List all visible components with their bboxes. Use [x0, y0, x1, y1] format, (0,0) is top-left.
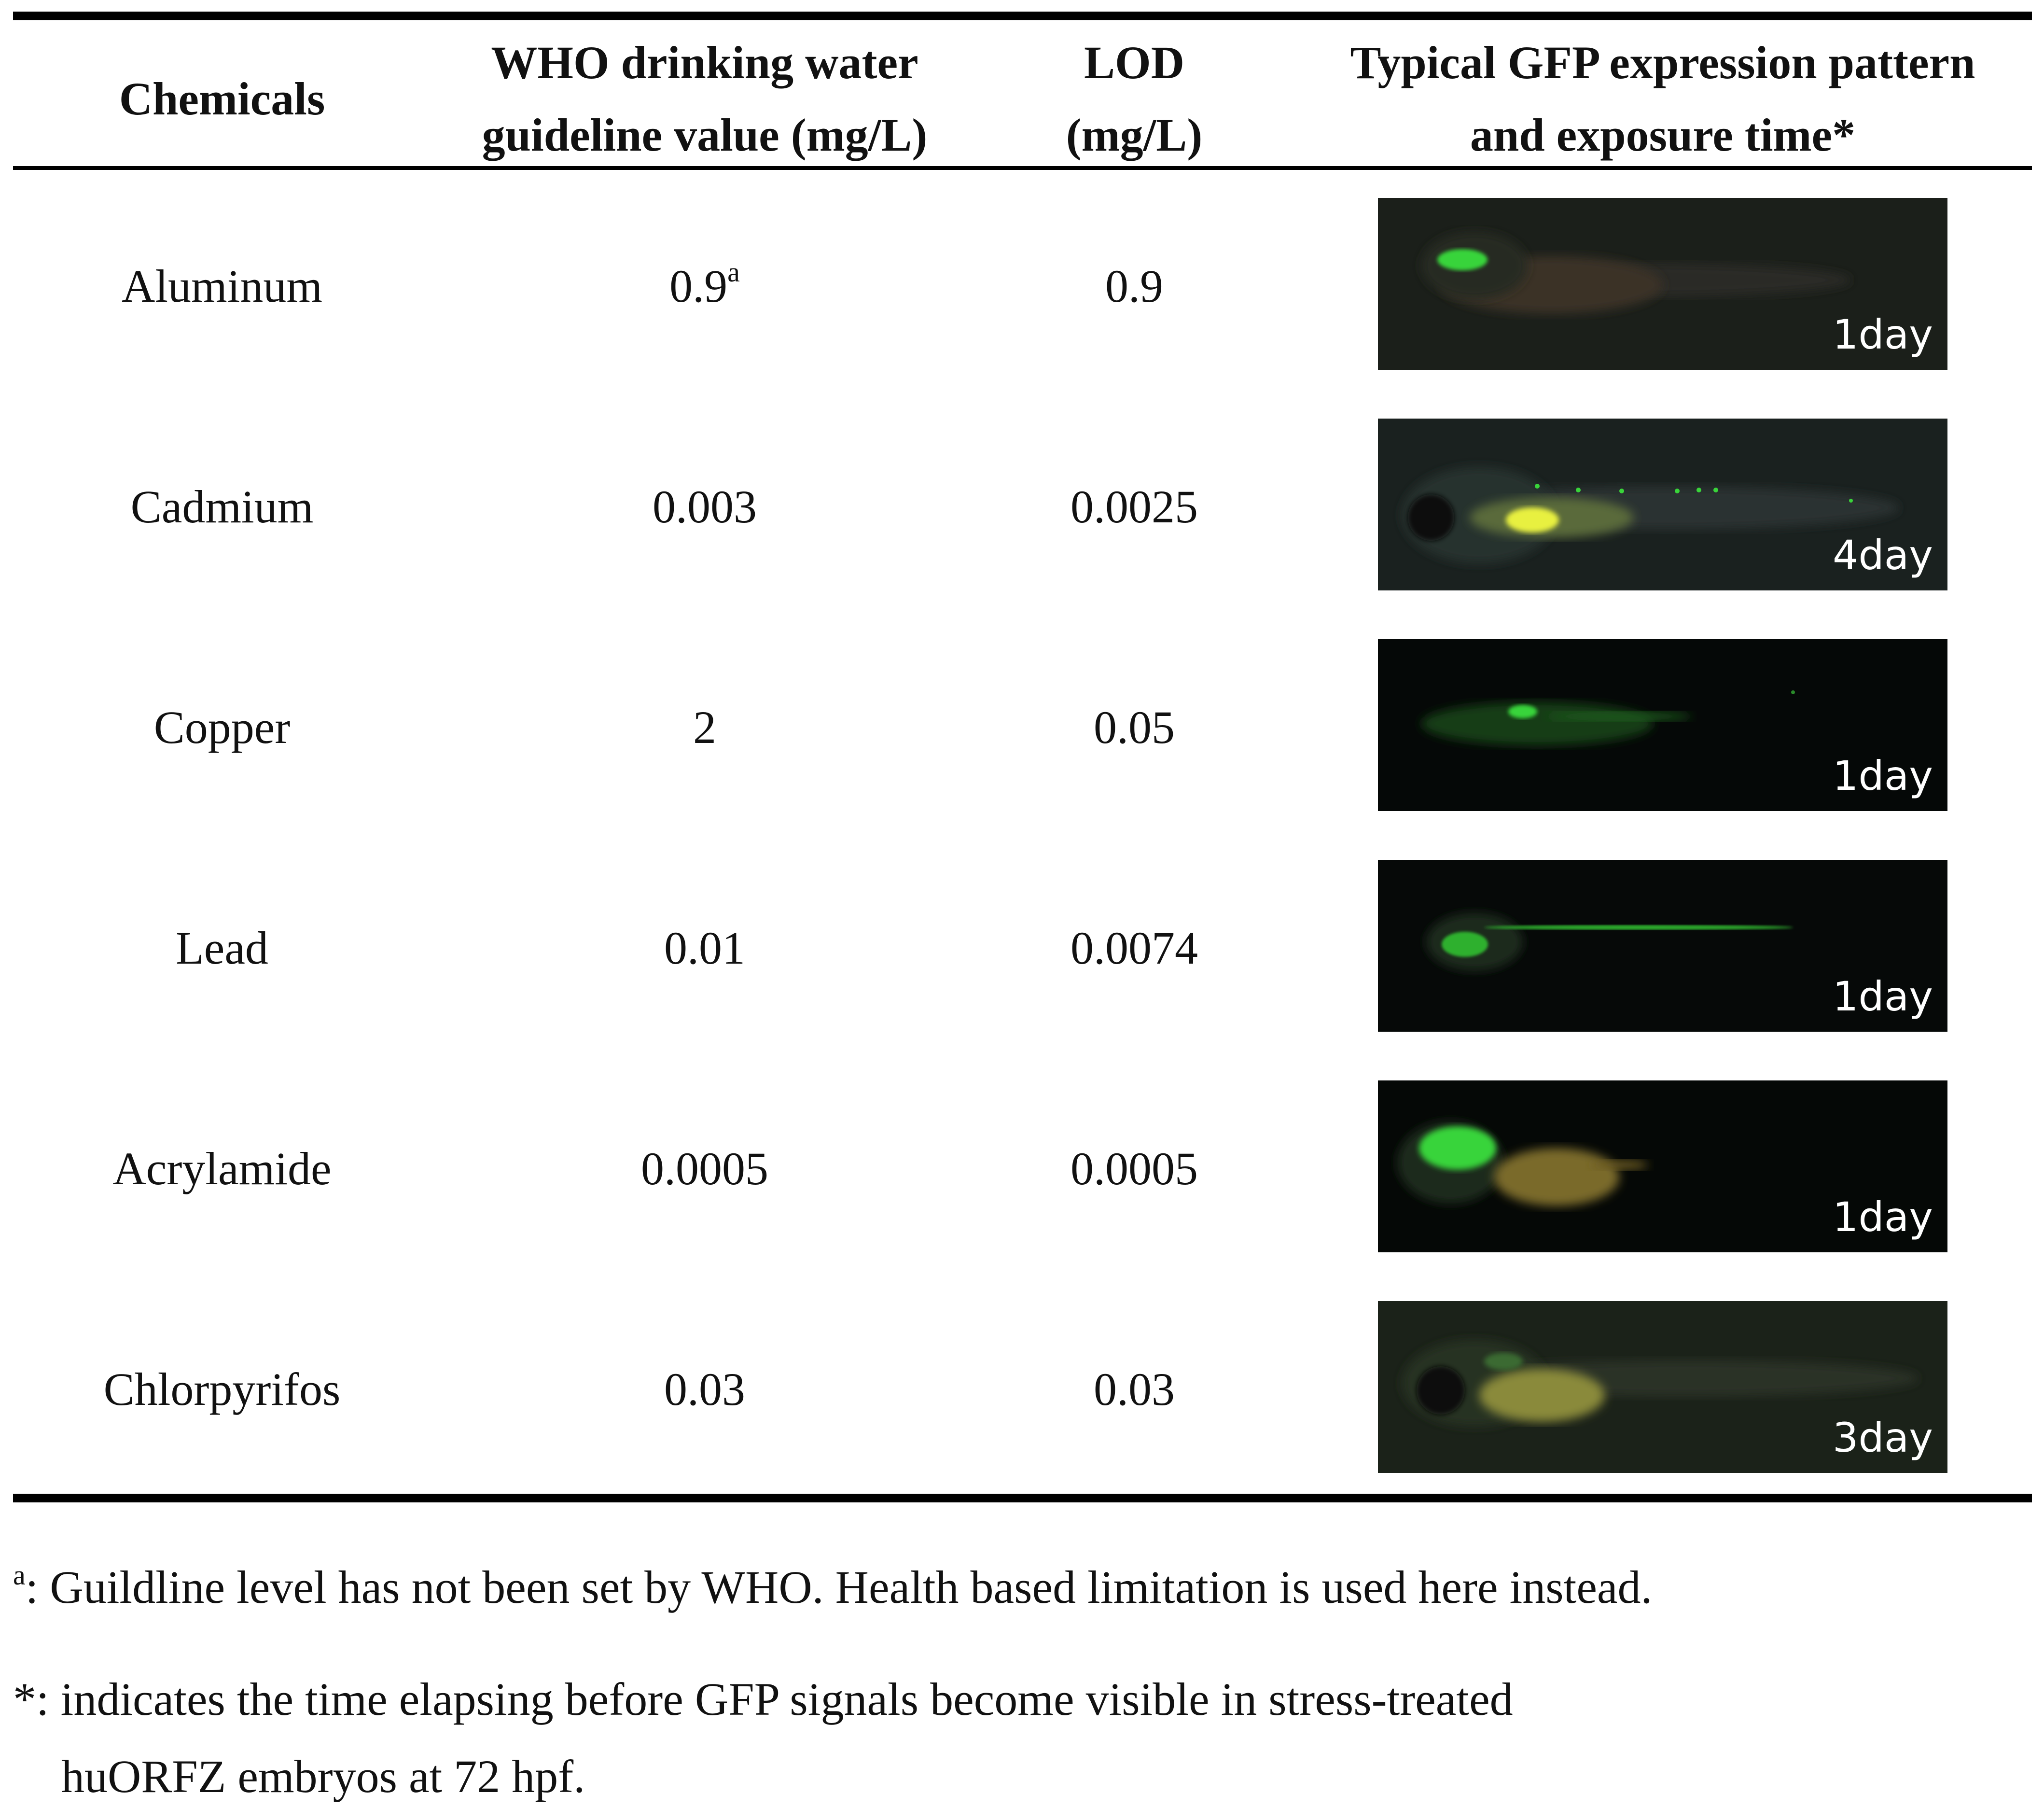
row-1-chemical: Aluminum — [121, 260, 322, 312]
footnote-a — [13, 1549, 1653, 1626]
row-1-who-superscript: a — [727, 256, 740, 288]
footnote-a-marker: a — [13, 1559, 26, 1591]
row-6-gfp-image — [1378, 1301, 1947, 1473]
footnote-a-text: : Guildline level has not been set by WHO. Health based limitation is used here instead. — [25, 1561, 1653, 1613]
row-1-lod: 0.9 — [1105, 260, 1163, 312]
header-who-line1: WHO drinking water — [491, 37, 918, 88]
row-3-lod: 0.05 — [1094, 701, 1175, 753]
header-gfp — [1322, 27, 2003, 171]
row-1-who — [454, 257, 956, 315]
header-lod — [965, 27, 1303, 171]
row-2-gfp-image — [1378, 419, 1947, 590]
row-5-who: 0.0005 — [641, 1143, 768, 1194]
header-chemicals — [29, 63, 415, 135]
row-5-lod: 0.0005 — [1071, 1143, 1198, 1194]
row-5-day-label: 1day — [1833, 1193, 1933, 1241]
row-1-day-label: 1day — [1833, 311, 1933, 358]
row-5-chemical: Acrylamide — [112, 1143, 332, 1194]
row-4-who: 0.01 — [664, 922, 745, 974]
bottom-rule — [13, 1494, 2032, 1502]
header-lod-line2: (mg/L) — [1066, 109, 1203, 161]
row-1-who-value: 0.9 — [669, 260, 728, 312]
row-2-day-label: 4day — [1833, 532, 1933, 579]
row-4-gfp-image — [1378, 860, 1947, 1032]
footnote-star-line2: huORFZ embryos at 72 hpf. — [61, 1751, 585, 1802]
row-4-chemical: Lead — [176, 922, 268, 974]
header-gfp-line1: Typical GFP expression pattern — [1350, 37, 1975, 88]
row-4-lod: 0.0074 — [1071, 922, 1198, 974]
footnote-star-line1: *: indicates the time elapsing before GFP signals become visible in stress-treated — [13, 1673, 1513, 1725]
header-rule — [13, 166, 2032, 170]
row-3-who: 2 — [693, 701, 716, 753]
row-4-day-label: 1day — [1833, 973, 1933, 1020]
row-2-lod: 0.0025 — [1071, 481, 1198, 533]
header-lod-line1: LOD — [1084, 37, 1185, 88]
row-6-chemical: Chlorpyrifos — [103, 1363, 341, 1415]
header-who — [454, 27, 956, 171]
row-2-chemical: Cadmium — [130, 481, 314, 533]
row-2-who: 0.003 — [653, 481, 757, 533]
row-3-chemical: Copper — [153, 701, 291, 753]
row-5-gfp-image — [1378, 1080, 1947, 1252]
header-chemicals-label: Chemicals — [119, 73, 325, 125]
footnote-star — [13, 1661, 1513, 1808]
header-gfp-line2: and exposure time* — [1470, 109, 1856, 161]
header-who-line2: guideline value (mg/L) — [482, 109, 928, 161]
row-3-day-label: 1day — [1833, 752, 1933, 799]
row-1-gfp-image — [1378, 198, 1947, 370]
row-3-gfp-image — [1378, 639, 1947, 811]
row-6-lod: 0.03 — [1094, 1363, 1175, 1415]
row-6-who: 0.03 — [664, 1363, 745, 1415]
row-6-day-label: 3day — [1833, 1414, 1933, 1461]
top-rule — [13, 12, 2032, 20]
